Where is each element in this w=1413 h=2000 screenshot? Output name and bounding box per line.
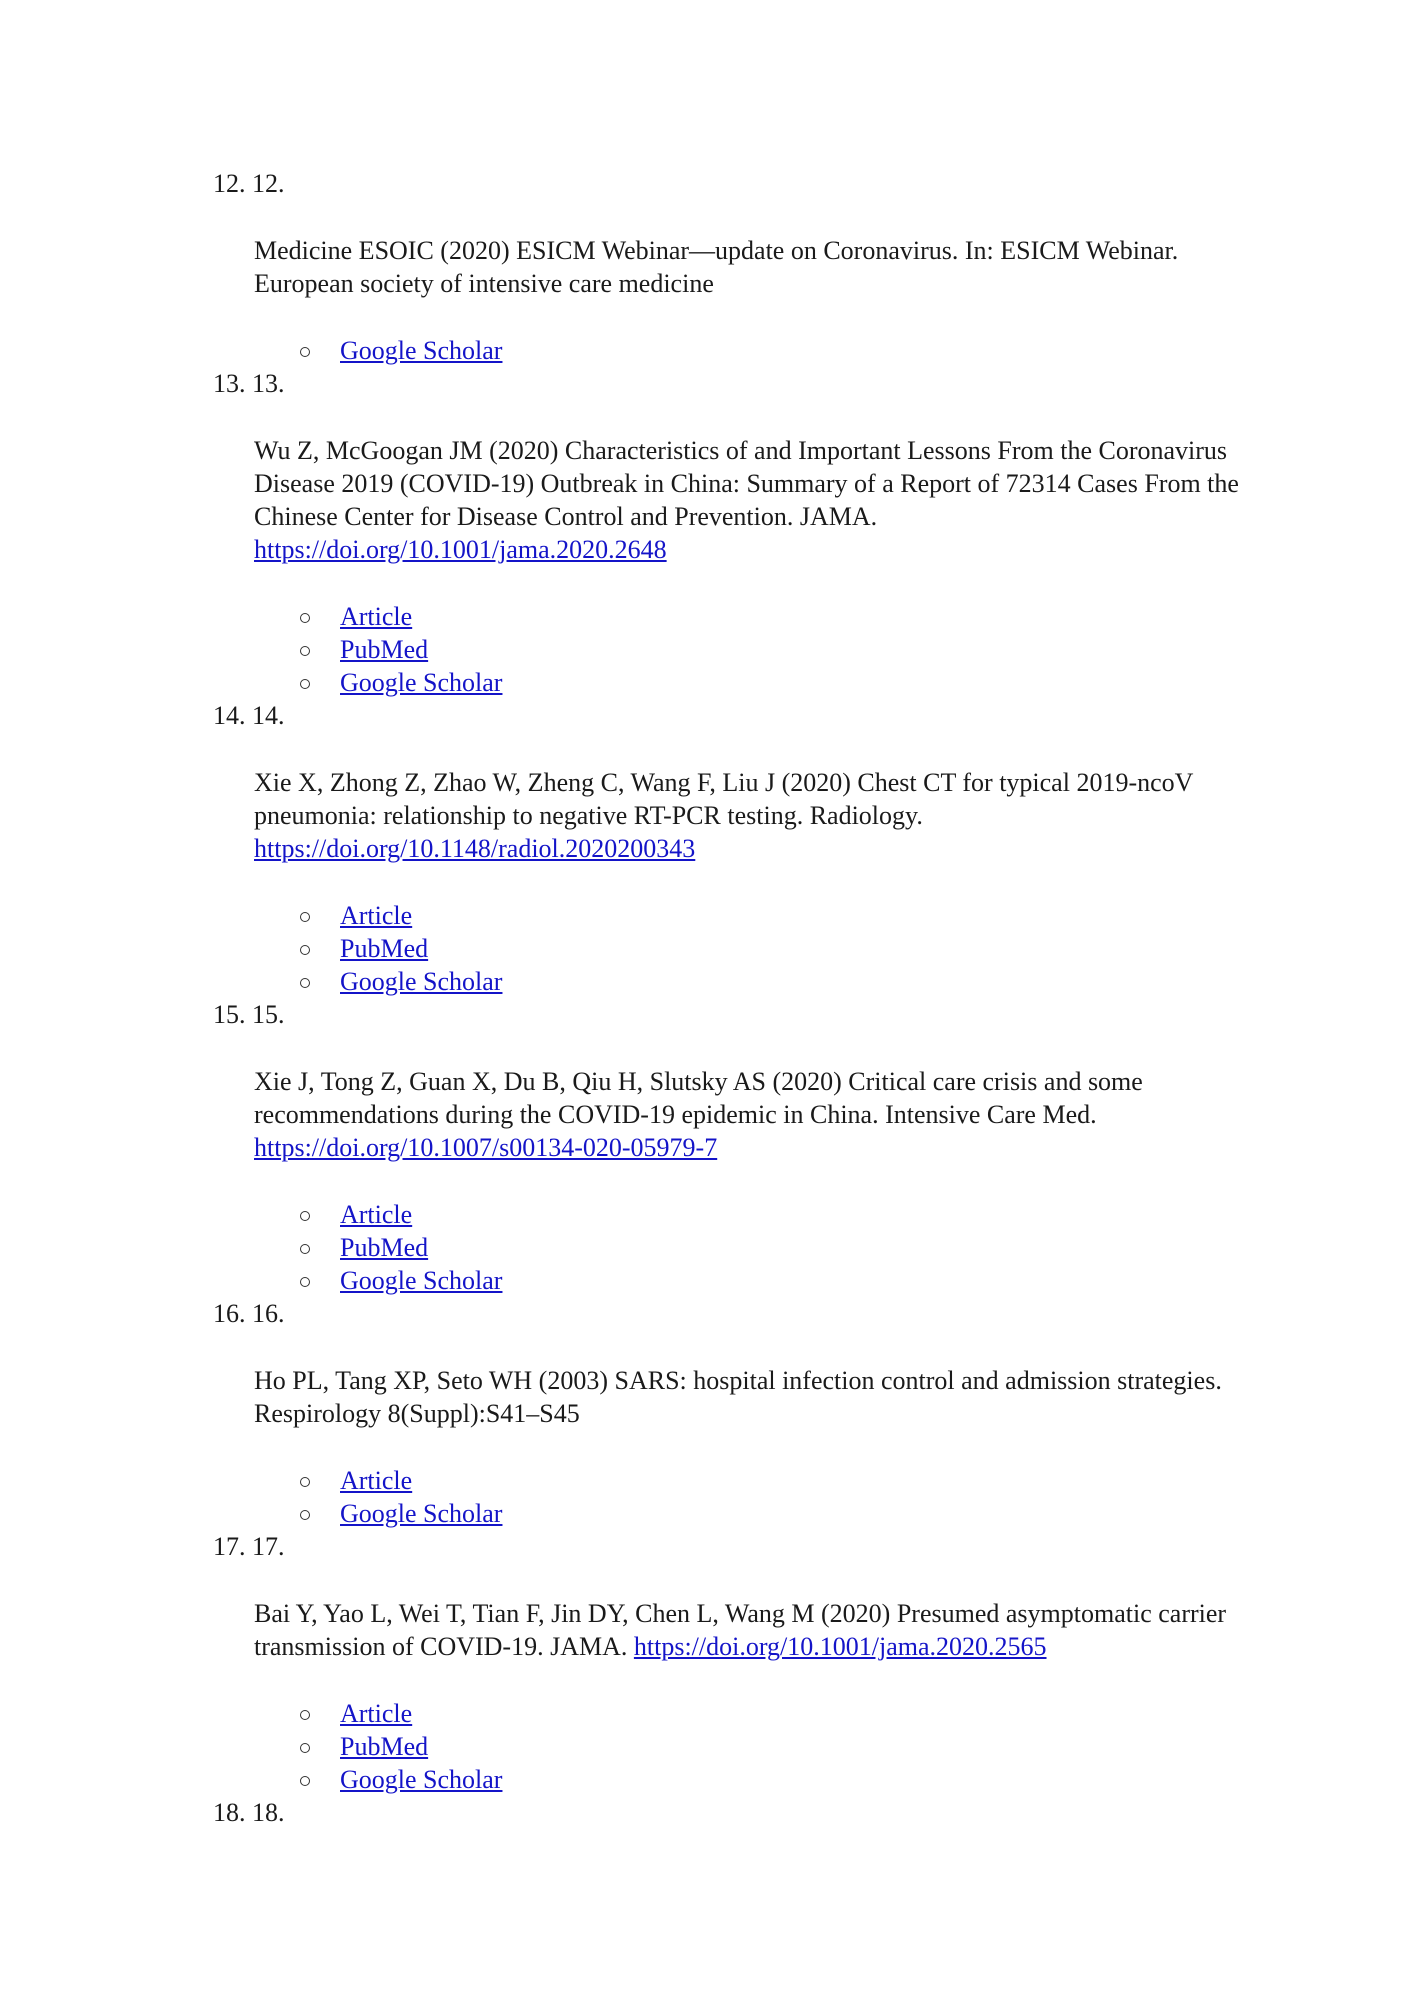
- reference-item: [213, 1796, 1253, 1829]
- reference-item: [213, 1530, 1253, 1796]
- circle-bullet-icon: [300, 978, 310, 988]
- reference-citation: [254, 1597, 1253, 1663]
- reference-number: 12. 12.: [213, 169, 285, 198]
- reference-link-item: [300, 633, 1253, 666]
- reference-list: [213, 167, 1253, 1829]
- doi-link[interactable]: https://doi.org/10.1001/jama.2020.2565: [633, 1632, 1047, 1661]
- citation-text: Ho PL, Tang XP, Seto WH (2003) SARS: hospital infection control and admission strategies. Respirology 8(Suppl):S41–S45: [254, 1366, 1222, 1428]
- article-link[interactable]: Article: [340, 901, 413, 930]
- reference-link-item: [300, 1231, 1253, 1264]
- reference-number: 15. 15.: [213, 1000, 285, 1029]
- circle-bullet-icon: [300, 1510, 310, 1520]
- citation-text: Wu Z, McGoogan JM (2020) Characteristics of and Important Lessons From the Coronavirus Disease 2019 (COVID-19) Outbreak in China: Summary of a Report of 72314 Cases From the Chinese Center for Disease Control and Prevention. JAMA.: [254, 436, 1239, 531]
- reference-item: [213, 167, 1253, 367]
- pubmed-link[interactable]: PubMed: [340, 934, 429, 963]
- doi-link[interactable]: https://doi.org/10.1148/radiol.2020200343: [254, 834, 696, 863]
- reference-number: 18. 18.: [213, 1798, 285, 1827]
- reference-citation: [254, 1364, 1253, 1430]
- article-link[interactable]: Article: [340, 602, 413, 631]
- reference-link-item: [300, 1464, 1253, 1497]
- reference-link-item: [300, 1497, 1253, 1530]
- doi-link[interactable]: https://doi.org/10.1007/s00134-020-05979-7: [254, 1133, 718, 1162]
- circle-bullet-icon: [300, 679, 310, 689]
- circle-bullet-icon: [300, 613, 310, 623]
- google-scholar-link[interactable]: Google Scholar: [340, 1499, 503, 1528]
- reference-links: [213, 899, 1253, 998]
- circle-bullet-icon: [300, 912, 310, 922]
- article-link[interactable]: Article: [340, 1466, 413, 1495]
- reference-item: [213, 1297, 1253, 1530]
- reference-number: 17. 17.: [213, 1532, 285, 1561]
- reference-link-item: [300, 600, 1253, 633]
- citation-text: Medicine ESOIC (2020) ESICM Webinar—update on Coronavirus. In: ESICM Webinar. European society of intensive care medicine: [254, 236, 1179, 298]
- pubmed-link[interactable]: PubMed: [340, 1732, 429, 1761]
- reference-number: 13. 13.: [213, 369, 285, 398]
- reference-link-item: [300, 965, 1253, 998]
- reference-links: [213, 1697, 1253, 1796]
- reference-number: 16. 16.: [213, 1299, 285, 1328]
- circle-bullet-icon: [300, 1710, 310, 1720]
- google-scholar-link[interactable]: Google Scholar: [340, 1765, 503, 1794]
- circle-bullet-icon: [300, 945, 310, 955]
- reference-links: [213, 334, 1253, 367]
- reference-link-item: [300, 666, 1253, 699]
- circle-bullet-icon: [300, 1743, 310, 1753]
- reference-links: [213, 1198, 1253, 1297]
- reference-citation: [254, 766, 1253, 865]
- reference-item: [213, 367, 1253, 699]
- article-link[interactable]: Article: [340, 1699, 413, 1728]
- circle-bullet-icon: [300, 646, 310, 656]
- pubmed-link[interactable]: PubMed: [340, 635, 429, 664]
- citation-text: Bai Y, Yao L, Wei T, Tian F, Jin DY, Chen L, Wang M (2020) Presumed asymptomatic carrier transmission of COVID-19. JAMA.: [254, 1599, 1227, 1661]
- circle-bullet-icon: [300, 1776, 310, 1786]
- reference-citation: [254, 434, 1253, 566]
- circle-bullet-icon: [300, 347, 310, 357]
- circle-bullet-icon: [300, 1211, 310, 1221]
- reference-link-item: [300, 334, 1253, 367]
- reference-link-item: [300, 932, 1253, 965]
- google-scholar-link[interactable]: Google Scholar: [340, 1266, 503, 1295]
- reference-citation: [254, 1065, 1253, 1164]
- reference-item: [213, 998, 1253, 1297]
- reference-link-item: [300, 1198, 1253, 1231]
- google-scholar-link[interactable]: Google Scholar: [340, 336, 503, 365]
- reference-links: [213, 600, 1253, 699]
- google-scholar-link[interactable]: Google Scholar: [340, 967, 503, 996]
- citation-text: Xie X, Zhong Z, Zhao W, Zheng C, Wang F, Liu J (2020) Chest CT for typical 2019-ncoV pneumonia: relationship to negative RT-PCR testing. Radiology.: [254, 768, 1193, 830]
- article-link[interactable]: Article: [340, 1200, 413, 1229]
- pubmed-link[interactable]: PubMed: [340, 1233, 429, 1262]
- reference-link-item: [300, 899, 1253, 932]
- doi-link[interactable]: https://doi.org/10.1001/jama.2020.2648: [254, 535, 667, 564]
- google-scholar-link[interactable]: Google Scholar: [340, 668, 503, 697]
- circle-bullet-icon: [300, 1477, 310, 1487]
- reference-link-item: [300, 1697, 1253, 1730]
- circle-bullet-icon: [300, 1277, 310, 1287]
- reference-citation: [254, 234, 1253, 300]
- citation-text: Xie J, Tong Z, Guan X, Du B, Qiu H, Slutsky AS (2020) Critical care crisis and some recommendations during the COVID-19 epidemic in China. Intensive Care Med.: [254, 1067, 1143, 1129]
- reference-link-item: [300, 1730, 1253, 1763]
- reference-link-item: [300, 1763, 1253, 1796]
- reference-links: [213, 1464, 1253, 1530]
- reference-link-item: [300, 1264, 1253, 1297]
- circle-bullet-icon: [300, 1244, 310, 1254]
- reference-number: 14. 14.: [213, 701, 285, 730]
- reference-item: [213, 699, 1253, 998]
